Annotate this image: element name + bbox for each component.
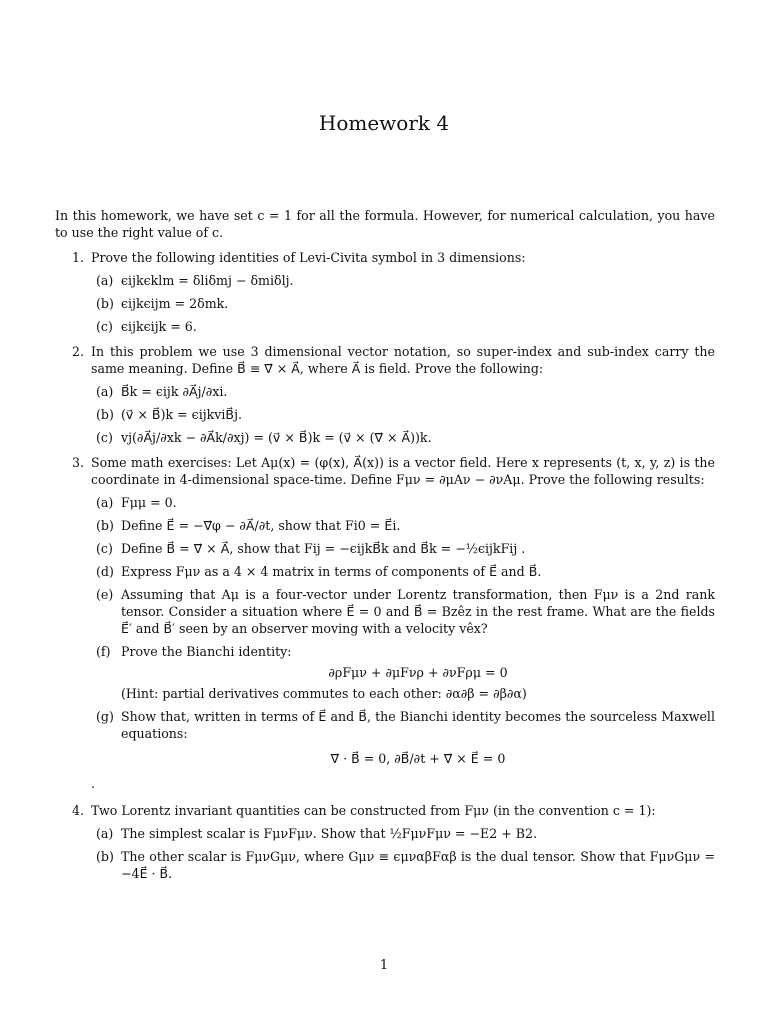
- subproblem-text: ϵijkϵklm = δliδmj − δmiδlj.: [121, 273, 294, 288]
- subproblem-3e: [91, 586, 715, 637]
- problem-1: [55, 249, 715, 335]
- subproblem-label: (f): [96, 644, 111, 659]
- problem-text: Two Lorentz invariant quantities can be constructed from Fμν (in the convention c = 1):: [91, 803, 656, 818]
- subproblem-label: (b): [96, 518, 114, 533]
- subproblem-4b: [91, 848, 715, 882]
- subproblem-text: vj(∂A⃗j/∂xk − ∂A⃗k/∂xj) = (v⃗ × B⃗)k = (v⃗ × (∇⃗ × A⃗))k.: [121, 430, 432, 445]
- trailing-period: .: [91, 776, 96, 791]
- subproblem-label: (b): [96, 407, 114, 422]
- subproblem-label: (a): [96, 495, 114, 510]
- subproblem-text: Show that, written in terms of E⃗ and B⃗, the Bianchi identity becomes the sourceless Maxwell equations:: [121, 709, 715, 741]
- subproblem-label: (a): [96, 384, 114, 399]
- subproblem-text: ϵijkϵijk = 6.: [121, 319, 197, 334]
- subproblem-text: Prove the Bianchi identity:: [121, 644, 292, 659]
- subproblem-label: (g): [96, 709, 114, 724]
- subproblem-label: (b): [96, 849, 114, 864]
- subproblem-label: (c): [96, 430, 113, 445]
- subproblem-1a: [91, 272, 715, 289]
- problem-number: 4.: [72, 803, 85, 818]
- problem-text: Some math exercises: Let Aμ(x) = (φ(x), A⃗(x)) is a vector field. Here x represents (t, x, y, z) is the coordinate in 4-dimensional space-time. Define Fμν = ∂μAν − ∂νAμ. Prove the following results:: [91, 455, 715, 487]
- subproblem-2a: [91, 383, 715, 400]
- subproblem-text: Express Fμν as a 4 × 4 matrix in terms of components of E⃗ and B⃗.: [121, 564, 542, 579]
- subproblem-3a: [91, 494, 715, 511]
- problem-text: Prove the following identities of Levi-Civita symbol in 3 dimensions:: [91, 250, 526, 265]
- subproblem-label: (a): [96, 826, 114, 841]
- subproblem-text: Define B⃗ = ∇⃗ × A⃗, show that Fij = −ϵijkB⃗k and B⃗k = −½ϵijkFij .: [121, 541, 526, 556]
- subproblem-label: (d): [96, 564, 114, 579]
- page-title: Homework 4: [318, 111, 450, 136]
- subproblem-text: ϵijkϵijm = 2δmk.: [121, 296, 229, 311]
- document-body: [55, 207, 715, 890]
- page-number: 1: [379, 958, 389, 973]
- problem-2: [55, 343, 715, 446]
- subproblem-text: Assuming that Aμ is a four-vector under Lorentz transformation, then Fμν is a 2nd rank tensor. Consider a situation where E⃗ = 0 and B⃗ = Bzêz in the rest frame. What are the fields E⃗′ and B⃗′ seen by an observer moving with a velocity vêx?: [121, 587, 715, 636]
- bianchi-equation: ∂ρFμν + ∂μFνρ + ∂νFρμ = 0: [328, 665, 508, 680]
- subproblem-3c: [91, 540, 715, 557]
- subproblem-3b: [91, 517, 715, 534]
- subproblem-4a: [91, 825, 715, 842]
- subproblem-2c: [91, 429, 715, 446]
- problem-4: [55, 802, 715, 882]
- problem-number: 2.: [72, 344, 85, 359]
- subproblem-text: B⃗k = ϵijk ∂A⃗j/∂xi.: [121, 384, 228, 399]
- subproblem-text: The other scalar is FμνGμν, where Gμν ≡ ϵμναβFαβ is the dual tensor. Show that FμνGμν = −4E⃗ · B⃗.: [121, 849, 715, 881]
- maxwell-equations: ∇⃗ · B⃗ = 0, ∂B⃗/∂t + ∇⃗ × E⃗ = 0: [330, 751, 506, 766]
- subproblem-label: (b): [96, 296, 114, 311]
- subproblem-1b: [91, 295, 715, 312]
- subproblem-label: (a): [96, 273, 114, 288]
- subproblem-label: (c): [96, 541, 113, 556]
- subproblem-3d: [91, 563, 715, 580]
- problem-3: [55, 454, 715, 767]
- subproblem-1c: [91, 318, 715, 335]
- intro-paragraph: In this homework, we have set c = 1 for all the formula. However, for numerical calculation, you have to use the right value of c.: [55, 208, 715, 240]
- hint-text: (Hint: partial derivatives commutes to each other: ∂α∂β = ∂β∂α): [121, 686, 527, 701]
- subproblem-2b: [91, 406, 715, 423]
- problem-text: In this problem we use 3 dimensional vector notation, so super-index and sub-index carry the same meaning. Define B⃗ ≡ ∇⃗ × A⃗, where A⃗ is field. Prove the following:: [91, 344, 715, 376]
- subproblem-text: Fμμ = 0.: [121, 495, 177, 510]
- subproblem-text: Define E⃗ = −∇⃗φ − ∂A⃗/∂t, show that Fi0 = E⃗i.: [121, 518, 401, 533]
- problem-number: 1.: [72, 250, 85, 265]
- subproblem-label: (c): [96, 319, 113, 334]
- problem-number: 3.: [72, 455, 85, 470]
- subproblem-text: The simplest scalar is FμνFμν. Show that ½FμνFμν = −E2 + B2.: [121, 826, 538, 841]
- subproblem-label: (e): [96, 587, 114, 602]
- subproblem-3g: [91, 708, 715, 767]
- subproblem-3f: [91, 643, 715, 702]
- subproblem-text: (v⃗ × B⃗)k = ϵijkviB⃗j.: [121, 407, 242, 422]
